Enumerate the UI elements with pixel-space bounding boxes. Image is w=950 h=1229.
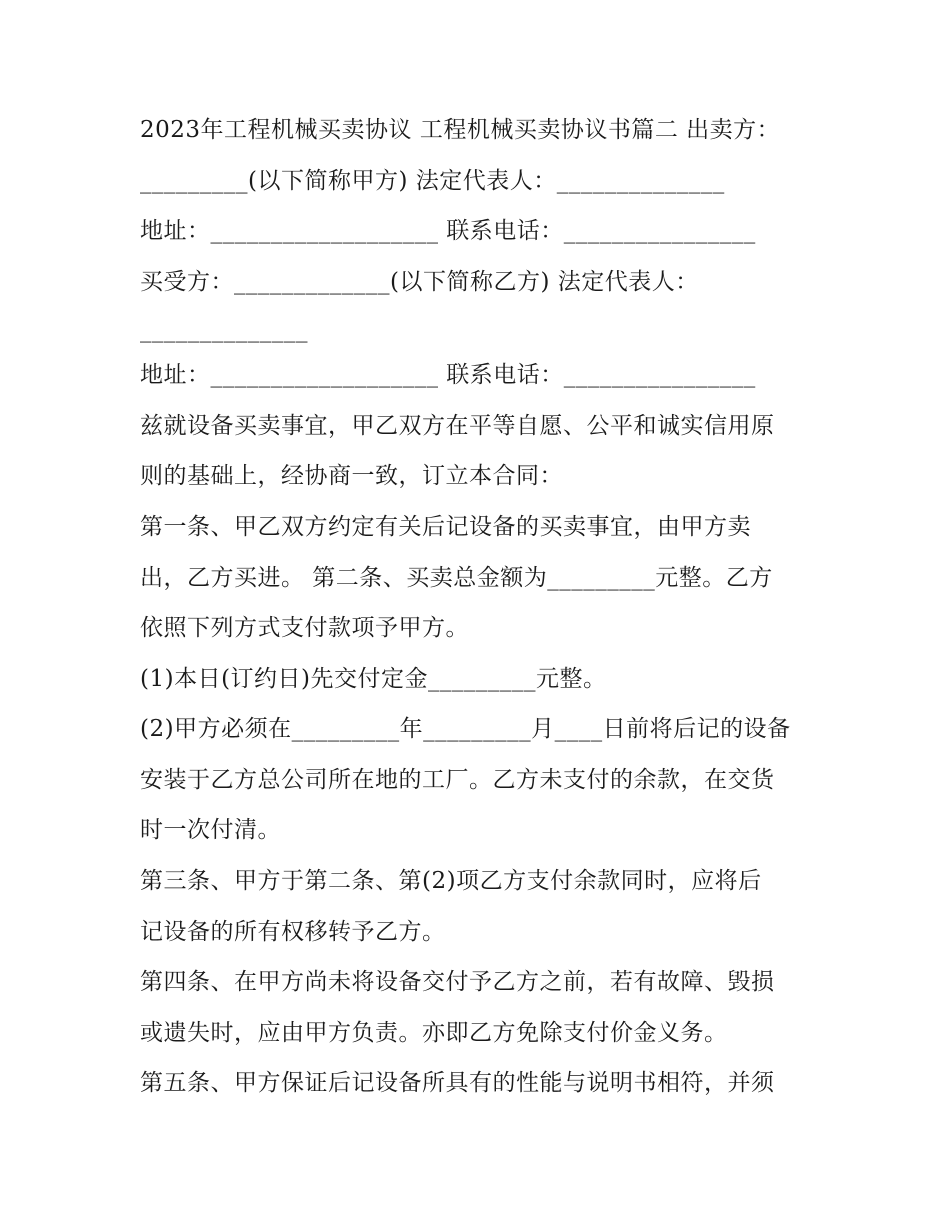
text-line: 第一条、甲乙双方约定有关后记设备的买卖事宜，由甲方卖 — [140, 514, 751, 540]
text-line: 第四条、在甲方尚未将设备交付予乙方之前，若有故障、毁损 — [140, 969, 775, 995]
text-line: 依照下列方式支付款项予甲方。 — [140, 615, 469, 641]
text-line: 安装于乙方总公司所在地的工厂。乙方未支付的余款，在交货 — [140, 767, 775, 793]
text-line: 第三条、甲方于第二条、第(2)项乙方支付余款同时，应将后 — [140, 868, 762, 894]
text-line: (2)甲方必须在_________年_________月____日前将后记的设备 — [140, 716, 791, 742]
text-line: 买受方：_____________(以下简称乙方) 法定代表人： — [140, 269, 699, 295]
text-line: 地址：___________________ 联系电话：________________ — [140, 218, 756, 244]
text-line: (1)本日(订约日)先交付定金_________元整。 — [140, 666, 607, 692]
text-line: 地址：___________________ 联系电话：________________ — [140, 362, 756, 388]
text-line: 时一次付清。 — [140, 817, 281, 843]
text-line: 第五条、甲方保证后记设备所具有的性能与说明书相符，并须 — [140, 1070, 775, 1096]
text-line: 记设备的所有权移转予乙方。 — [140, 919, 446, 945]
text-line: ______________ — [140, 317, 308, 343]
text-line: 则的基础上，经协商一致，订立本合同： — [140, 463, 563, 489]
text-line: 2023年工程机械买卖协议 工程机械买卖协议书篇二 出卖方： — [140, 117, 781, 143]
text-line: 出，乙方买进。 第二条、买卖总金额为_________元整。乙方 — [140, 565, 773, 591]
text-line: 或遗失时，应由甲方负责。亦即乙方免除支付价金义务。 — [140, 1020, 728, 1046]
text-line: 兹就设备买卖事宜，甲乙双方在平等自愿、公平和诚实信用原 — [140, 413, 775, 439]
text-line: _________(以下简称甲方) 法定代表人：______________ — [140, 168, 725, 194]
